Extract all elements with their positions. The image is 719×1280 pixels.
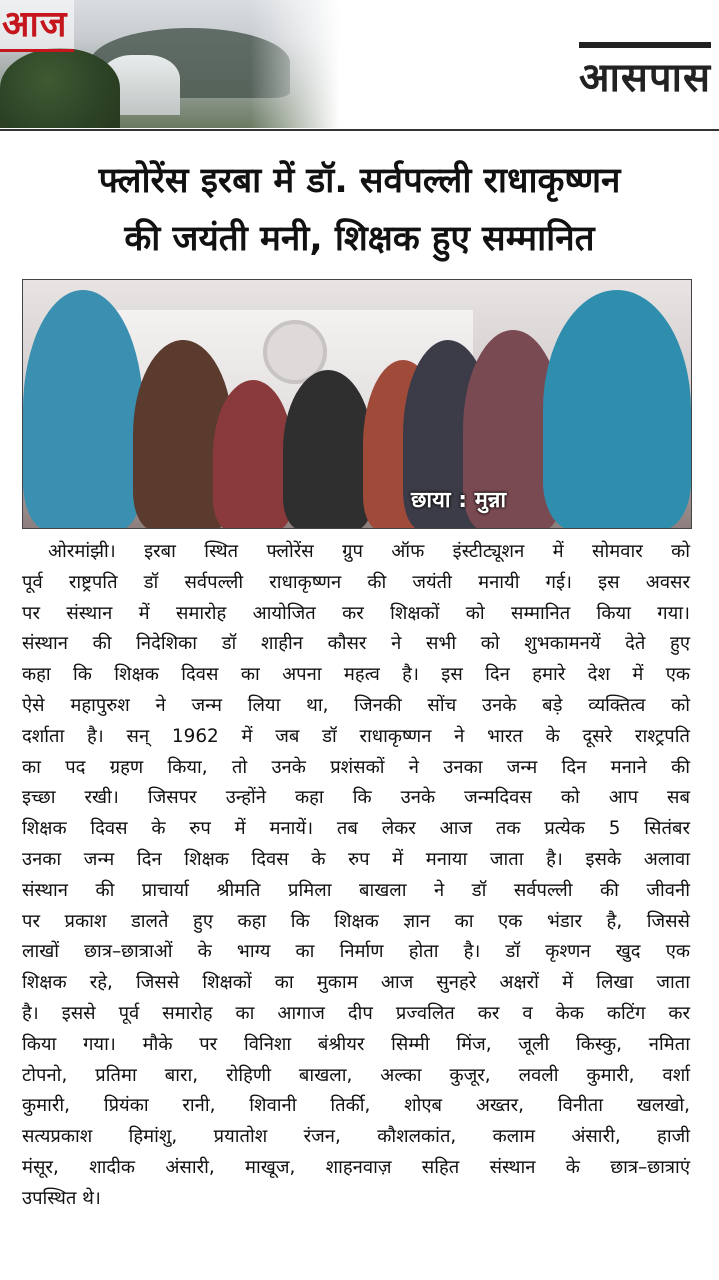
photo-person <box>213 380 293 529</box>
banner-trees <box>0 48 120 128</box>
article-line: संस्थान की प्राचार्या श्रीमति प्रमिला बाखला ने डॉ सर्वपल्ली की जीवनी <box>22 879 690 901</box>
article-line: कुमारी, प्रियंका रानी, शिवानी तिर्की, शोएब अख्तर, विनीता खलखो, <box>22 1095 690 1117</box>
article-line: उनका जन्म दिन शिक्षक दिवस के रुप में मनाया जाता है। इसके अलावा <box>22 848 690 870</box>
photo-person <box>543 290 691 529</box>
article-body <box>22 537 690 1215</box>
article-line: ओरमांझी। इरबा स्थित फ्लोरेंस ग्रुप ऑफ इंस्टीट्यूशन में सोमवार को <box>48 541 690 562</box>
newspaper-logo: आज <box>0 0 74 52</box>
headline-line-2: की जयंती मनी, शिक्षक हुए सम्मानित <box>124 219 595 259</box>
headline-line-1: फ्लोरेंस इरबा में डॉ. सर्वपल्ली राधाकृष्णन <box>98 161 621 201</box>
article-line: सत्यप्रकाश हिमांशु, प्रयातोश रंजन, कौशलकांत, कलाम अंसारी, हाजी <box>22 1126 690 1148</box>
masthead-divider <box>0 129 719 131</box>
headline <box>10 152 709 268</box>
photo-person <box>283 370 373 529</box>
banner-fade <box>250 0 340 128</box>
article-line: कहा कि शिक्षक दिवस का अपना महत्व है। इस दिन हमारे देश में एक <box>22 664 690 686</box>
article-line: पर संस्थान में समारोह आयोजित कर शिक्षकों को सम्मानित किया गया। <box>22 602 690 624</box>
article-line: ऐसे महापुरुश ने जन्म लिया था, जिनकी सोंच उनके बड़े व्यक्तित्व को <box>22 694 690 716</box>
article-line: टोपनो, प्रतिमा बारा, रोहिणी बाखला, अल्का कुजूर, लवली कुमारी, वर्शा <box>22 1064 690 1086</box>
article-line: उपस्थित थे। <box>22 1187 101 1209</box>
article-line: किया गया। मौके पर विनिशा बंश्रीयर सिम्मी मिंज, जूली किस्कु, नमिता <box>22 1033 690 1055</box>
photo-person <box>23 290 143 529</box>
photo-caption: छाया : मुन्ना <box>411 488 507 513</box>
article-line: लाखों छात्र–छात्राओं के भाग्य का निर्माण होता है। डॉ कृश्णन खुद एक <box>22 941 690 963</box>
article-line: पर प्रकाश डालते हुए कहा कि शिक्षक ज्ञान का एक भंडार है, जिससे <box>22 910 690 932</box>
event-photo <box>22 279 692 529</box>
article-line: इच्छा रखी। जिसपर उन्होंने कहा कि उनके जन्मदिवस को आप सब <box>22 787 690 809</box>
article-line: दर्शाता है। सन् 1962 में जब डॉ राधाकृष्णन ने भारत के दूसरे राश्ट्रपति <box>22 725 690 747</box>
article-line: संस्थान की निदेशिका डॉ शाहीन कौसर ने सभी को शुभकामनयें देते हुए <box>22 633 690 655</box>
article-line: है। इससे पूर्व समारोह का आगाज दीप प्रज्वलित कर व केक कटिंग कर <box>22 1002 690 1024</box>
article-line: पूर्व राष्ट्रपति डॉ सर्वपल्ली राधाकृष्णन की जयंती मनायी गई। इस अवसर <box>22 571 690 593</box>
masthead <box>0 0 719 128</box>
article-line: का पद ग्रहण किया, तो उनके प्रशंसकों ने उनका जन्म दिन मनाने की <box>22 756 690 778</box>
section-title: आसपास <box>579 42 711 103</box>
article-line: मंसूर, शादीक अंसारी, माखूज, शाहनवाज़ सहित संस्थान के छात्र–छात्राएं <box>22 1156 690 1178</box>
article-line: शिक्षक रहे, जिससे शिक्षकों का मुकाम आज सुनहरे अक्षरों में लिखा जाता <box>22 972 690 994</box>
article-line: शिक्षक दिवस के रुप में मनायें। तब लेकर आज तक प्रत्येक 5 सितंबर <box>22 818 690 840</box>
